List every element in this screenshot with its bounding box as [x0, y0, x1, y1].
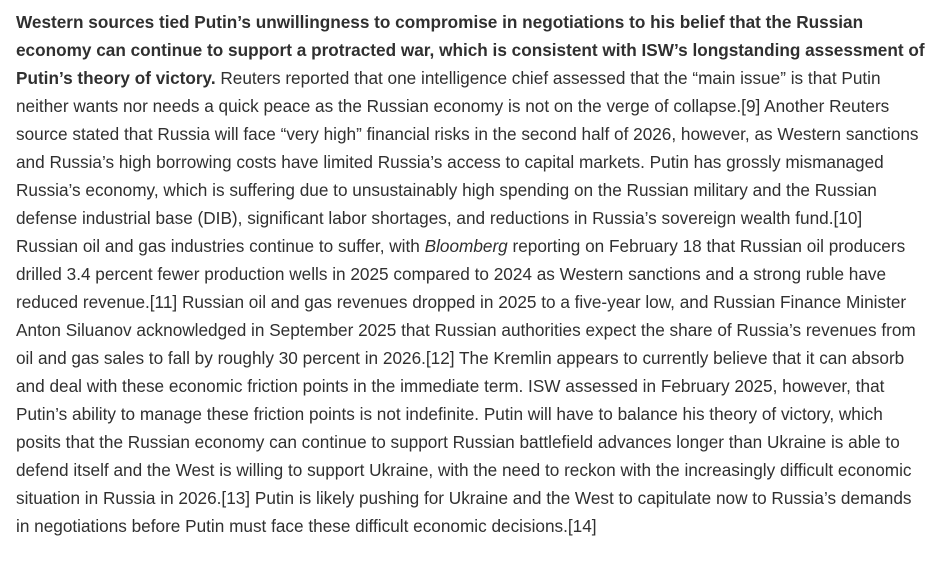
body-text-part-1: Reuters reported that one intelligence chief assessed that the “main issue” is that Putin neither wants nor needs a quick peace as the Russian economy is not on the verge of collapse.[9] Another Reuters source stated that Russia will face “very high” financial risks in the second half of 2026, however, as Western sanctions and Russia’s high borrowing costs have limited Russia’s access to capital markets. Putin has grossly mismanaged Russia’s economy, which is suffering due to unsustainably high spending on the Russian military and the Russian defense industrial base (DIB), significant labor shortages, and reductions in Russia’s sovereign wealth fund.[10] Russian oil and gas industries continue to suffer, with	[16, 68, 919, 256]
lead-sentence: Western sources tied Putin’s unwillingness to compromise in negotiations to his belief that the Russian economy can continue to support a protracted war, which is consistent with ISW’s longstanding assessment of Putin’s theory of victory.	[16, 12, 925, 88]
article-paragraph	[16, 8, 928, 540]
body-text-part-2: reporting on February 18 that Russian oil producers drilled 3.4 percent fewer production wells in 2025 compared to 2024 as Western sanctions and a strong ruble have reduced revenue.[11] Russian oil and gas revenues dropped in 2025 to a five-year low, and Russian Finance Minister Anton Siluanov acknowledged in September 2025 that Russian authorities expect the share of Russia’s revenues from oil and gas sales to fall by roughly 30 percent in 2026.[12] The Kremlin appears to currently believe that it can absorb and deal with these economic friction points in the immediate term. ISW assessed in February 2025, however, that Putin’s ability to manage these friction points is not indefinite. Putin will have to balance his theory of victory, which posits that the Russian economy can continue to support Russian battlefield advances longer than Ukraine is able to defend itself and the West is willing to support Ukraine, with the need to reckon with the increasingly difficult economic situation in Russia in 2026.[13] Putin is likely pushing for Ukraine and the West to capitulate now to Russia’s demands in negotiations before Putin must face these difficult economic decisions.[14]	[16, 236, 916, 536]
publication-name: Bloomberg	[424, 236, 508, 256]
